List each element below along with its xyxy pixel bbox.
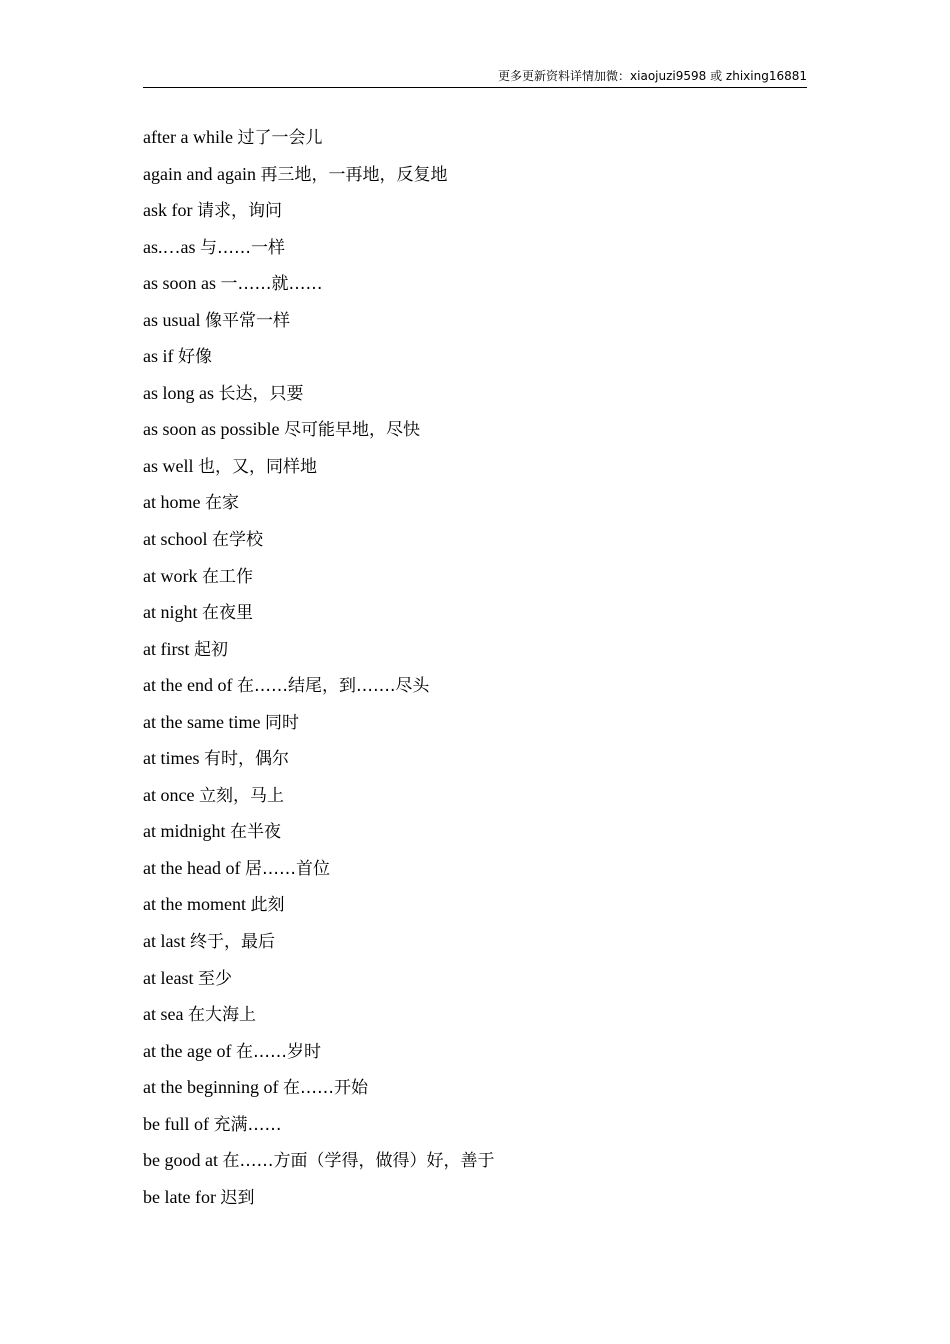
phrase-english: as well	[143, 455, 194, 476]
phrase-item	[143, 161, 494, 198]
phrase-english: again and again	[143, 163, 256, 184]
phrase-english: at school	[143, 529, 208, 550]
phrase-list	[143, 124, 494, 1220]
phrase-english: at the head of	[143, 857, 241, 878]
phrase-item	[143, 745, 494, 782]
phrase-english: ask for	[143, 200, 193, 221]
phrase-chinese: 充满……	[213, 1114, 282, 1135]
phrase-chinese: 像平常一样	[205, 310, 290, 331]
phrase-item	[143, 270, 494, 307]
phrase-chinese: 终于，最后	[190, 932, 275, 953]
phrase-chinese: 居……首位	[244, 858, 330, 879]
page-header	[143, 66, 807, 88]
phrase-english: as long as	[143, 382, 214, 403]
phrase-english: be good at	[143, 1150, 218, 1171]
phrase-chinese: 在……结尾，到…….尽头	[236, 676, 430, 697]
phrase-english: as soon as	[143, 273, 216, 294]
phrase-english: at work	[143, 565, 198, 586]
phrase-item	[143, 526, 494, 563]
phrase-item	[143, 234, 494, 271]
phrase-chinese: 与……一样	[200, 237, 285, 258]
phrase-chinese: 长达，只要	[218, 383, 304, 404]
phrase-english: at sea	[143, 1004, 184, 1025]
phrase-chinese: 迟到	[220, 1187, 255, 1208]
phrase-english: at the same time	[143, 711, 261, 732]
phrase-item	[143, 709, 494, 746]
phrase-item	[143, 891, 494, 928]
phrase-chinese: 在大海上	[187, 1005, 256, 1026]
header-contact-text: 更多更新资料详情加微：xiaojuzi9598 或 zhixing16881	[498, 69, 807, 83]
phrase-chinese: 有时，偶尔	[204, 749, 289, 770]
phrase-chinese: 过了一会儿	[237, 128, 323, 148]
phrase-item	[143, 965, 494, 1002]
phrase-chinese: 立刻，马上	[198, 785, 284, 806]
phrase-item	[143, 563, 494, 600]
phrase-item	[143, 1111, 494, 1148]
phrase-item	[143, 307, 494, 344]
phrase-item	[143, 380, 494, 417]
phrase-item	[143, 672, 494, 709]
phrase-english: as usual	[143, 309, 201, 330]
phrase-chinese: 再三地，一再地，反复地	[260, 164, 448, 185]
phrase-chinese: 请求，询问	[196, 201, 282, 222]
phrase-english: at times	[143, 748, 200, 769]
phrase-chinese: 也，又，同样地	[197, 456, 317, 477]
phrase-item	[143, 818, 494, 855]
phrase-english: be full of	[143, 1113, 209, 1134]
phrase-chinese: 此刻	[250, 895, 285, 916]
phrase-chinese: 同时	[264, 712, 299, 733]
phrase-item	[143, 782, 494, 819]
phrase-item	[143, 636, 494, 673]
phrase-item	[143, 124, 494, 161]
phrase-english: at home	[143, 492, 201, 513]
phrase-item	[143, 1147, 494, 1184]
phrase-chinese: 在……开始	[282, 1078, 368, 1099]
phrase-english: after a while	[143, 127, 233, 147]
phrase-chinese: 在……方面（学得，做得）好，善于	[222, 1151, 495, 1172]
phrase-item	[143, 1001, 494, 1038]
phrase-chinese: 在……岁时	[235, 1041, 321, 1062]
phrase-chinese: 尽可能早地，尽快	[284, 420, 420, 441]
phrase-english: at least	[143, 967, 194, 988]
phrase-english: at once	[143, 784, 195, 805]
phrase-item	[143, 1038, 494, 1075]
phrase-english: at midnight	[143, 821, 226, 842]
phrase-item	[143, 855, 494, 892]
phrase-english: be late for	[143, 1186, 216, 1207]
phrase-item	[143, 197, 494, 234]
phrase-item	[143, 928, 494, 965]
phrase-english: at last	[143, 931, 186, 952]
phrase-english: as soon as possible	[143, 419, 280, 440]
phrase-item	[143, 489, 494, 526]
phrase-chinese: 在家	[204, 493, 239, 514]
phrase-item	[143, 416, 494, 453]
phrase-item	[143, 1184, 494, 1221]
phrase-english: at the beginning of	[143, 1077, 279, 1098]
phrase-chinese: 好像	[178, 347, 212, 368]
phrase-english: at first	[143, 638, 190, 659]
phrase-english: at night	[143, 602, 198, 623]
phrase-english: as.…as	[143, 236, 196, 257]
phrase-english: as if	[143, 346, 174, 367]
phrase-chinese: 一……就……	[220, 274, 323, 295]
phrase-chinese: 在工作	[201, 566, 253, 587]
phrase-english: at the end of	[143, 675, 233, 696]
phrase-item	[143, 599, 494, 636]
phrase-chinese: 起初	[194, 639, 228, 660]
phrase-chinese: 在夜里	[202, 603, 253, 624]
phrase-english: at the age of	[143, 1040, 232, 1061]
phrase-item	[143, 343, 494, 380]
phrase-item	[143, 1074, 494, 1111]
phrase-chinese: 在半夜	[230, 822, 281, 843]
phrase-item	[143, 453, 494, 490]
phrase-chinese: 在学校	[212, 530, 263, 551]
phrase-chinese: 至少	[197, 968, 232, 989]
phrase-english: at the moment	[143, 894, 246, 915]
